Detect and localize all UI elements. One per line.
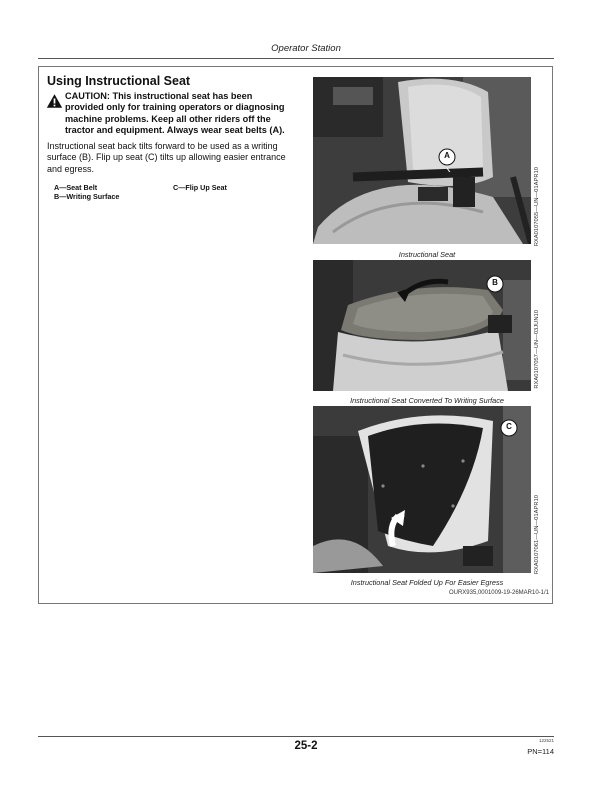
photo-id-3: RXA0107061—UN—01APR10 — [534, 495, 540, 575]
caption-1: Instructional Seat — [398, 250, 456, 259]
callout-b-label: B — [492, 278, 498, 287]
caution-line: CAUTION: This instructional seat has been — [65, 91, 253, 101]
caution-line: tractor and equipment. Always wear seat belts (A). — [65, 125, 285, 136]
photo-instructional-seat — [313, 77, 531, 244]
photo-id-1: RXA0107055—UN—01APR10 — [534, 167, 540, 247]
running-head: Operator Station — [271, 43, 341, 54]
body-line: and egress. — [47, 163, 95, 174]
legend — [54, 183, 119, 201]
legend-item-b: B—Writing Surface — [54, 192, 120, 201]
warning-triangle-icon — [46, 93, 63, 109]
header-rule — [38, 58, 554, 59]
body-line: surface (B). Flip up seat (C) tilts up allowing easier entrance — [47, 152, 286, 163]
callout-a-label: A — [444, 151, 450, 160]
footer-rule — [38, 736, 554, 737]
legend-item-a: A—Seat Belt — [54, 183, 98, 192]
photo-id-2: RXA0107057—UN—03JUN10 — [534, 310, 540, 389]
document-id: OURX935,0001009-19-26MAR10-1/1 — [448, 590, 549, 596]
caption-3: Instructional Seat Folded Up For Easier Egress — [350, 578, 504, 587]
caption-2: Instructional Seat Converted To Writing Surface — [350, 396, 504, 405]
body-paragraph — [47, 141, 305, 175]
caution-line: machine problems. Keep all other riders off the — [65, 113, 271, 124]
caution-text — [65, 91, 305, 137]
body-line: Instructional seat back tilts forward to be used as a writing — [47, 141, 278, 151]
caution-line: provided only for training operators or diagnosing — [65, 102, 285, 113]
pn-number: PN=114 — [527, 747, 554, 756]
callout-c-label: C — [506, 422, 512, 431]
footer-code: 122521 — [538, 738, 554, 743]
section-title: Using Instructional Seat — [47, 74, 191, 88]
page-number: 25-2 — [294, 740, 318, 752]
legend-item-c: C—Flip Up Seat — [173, 183, 227, 192]
